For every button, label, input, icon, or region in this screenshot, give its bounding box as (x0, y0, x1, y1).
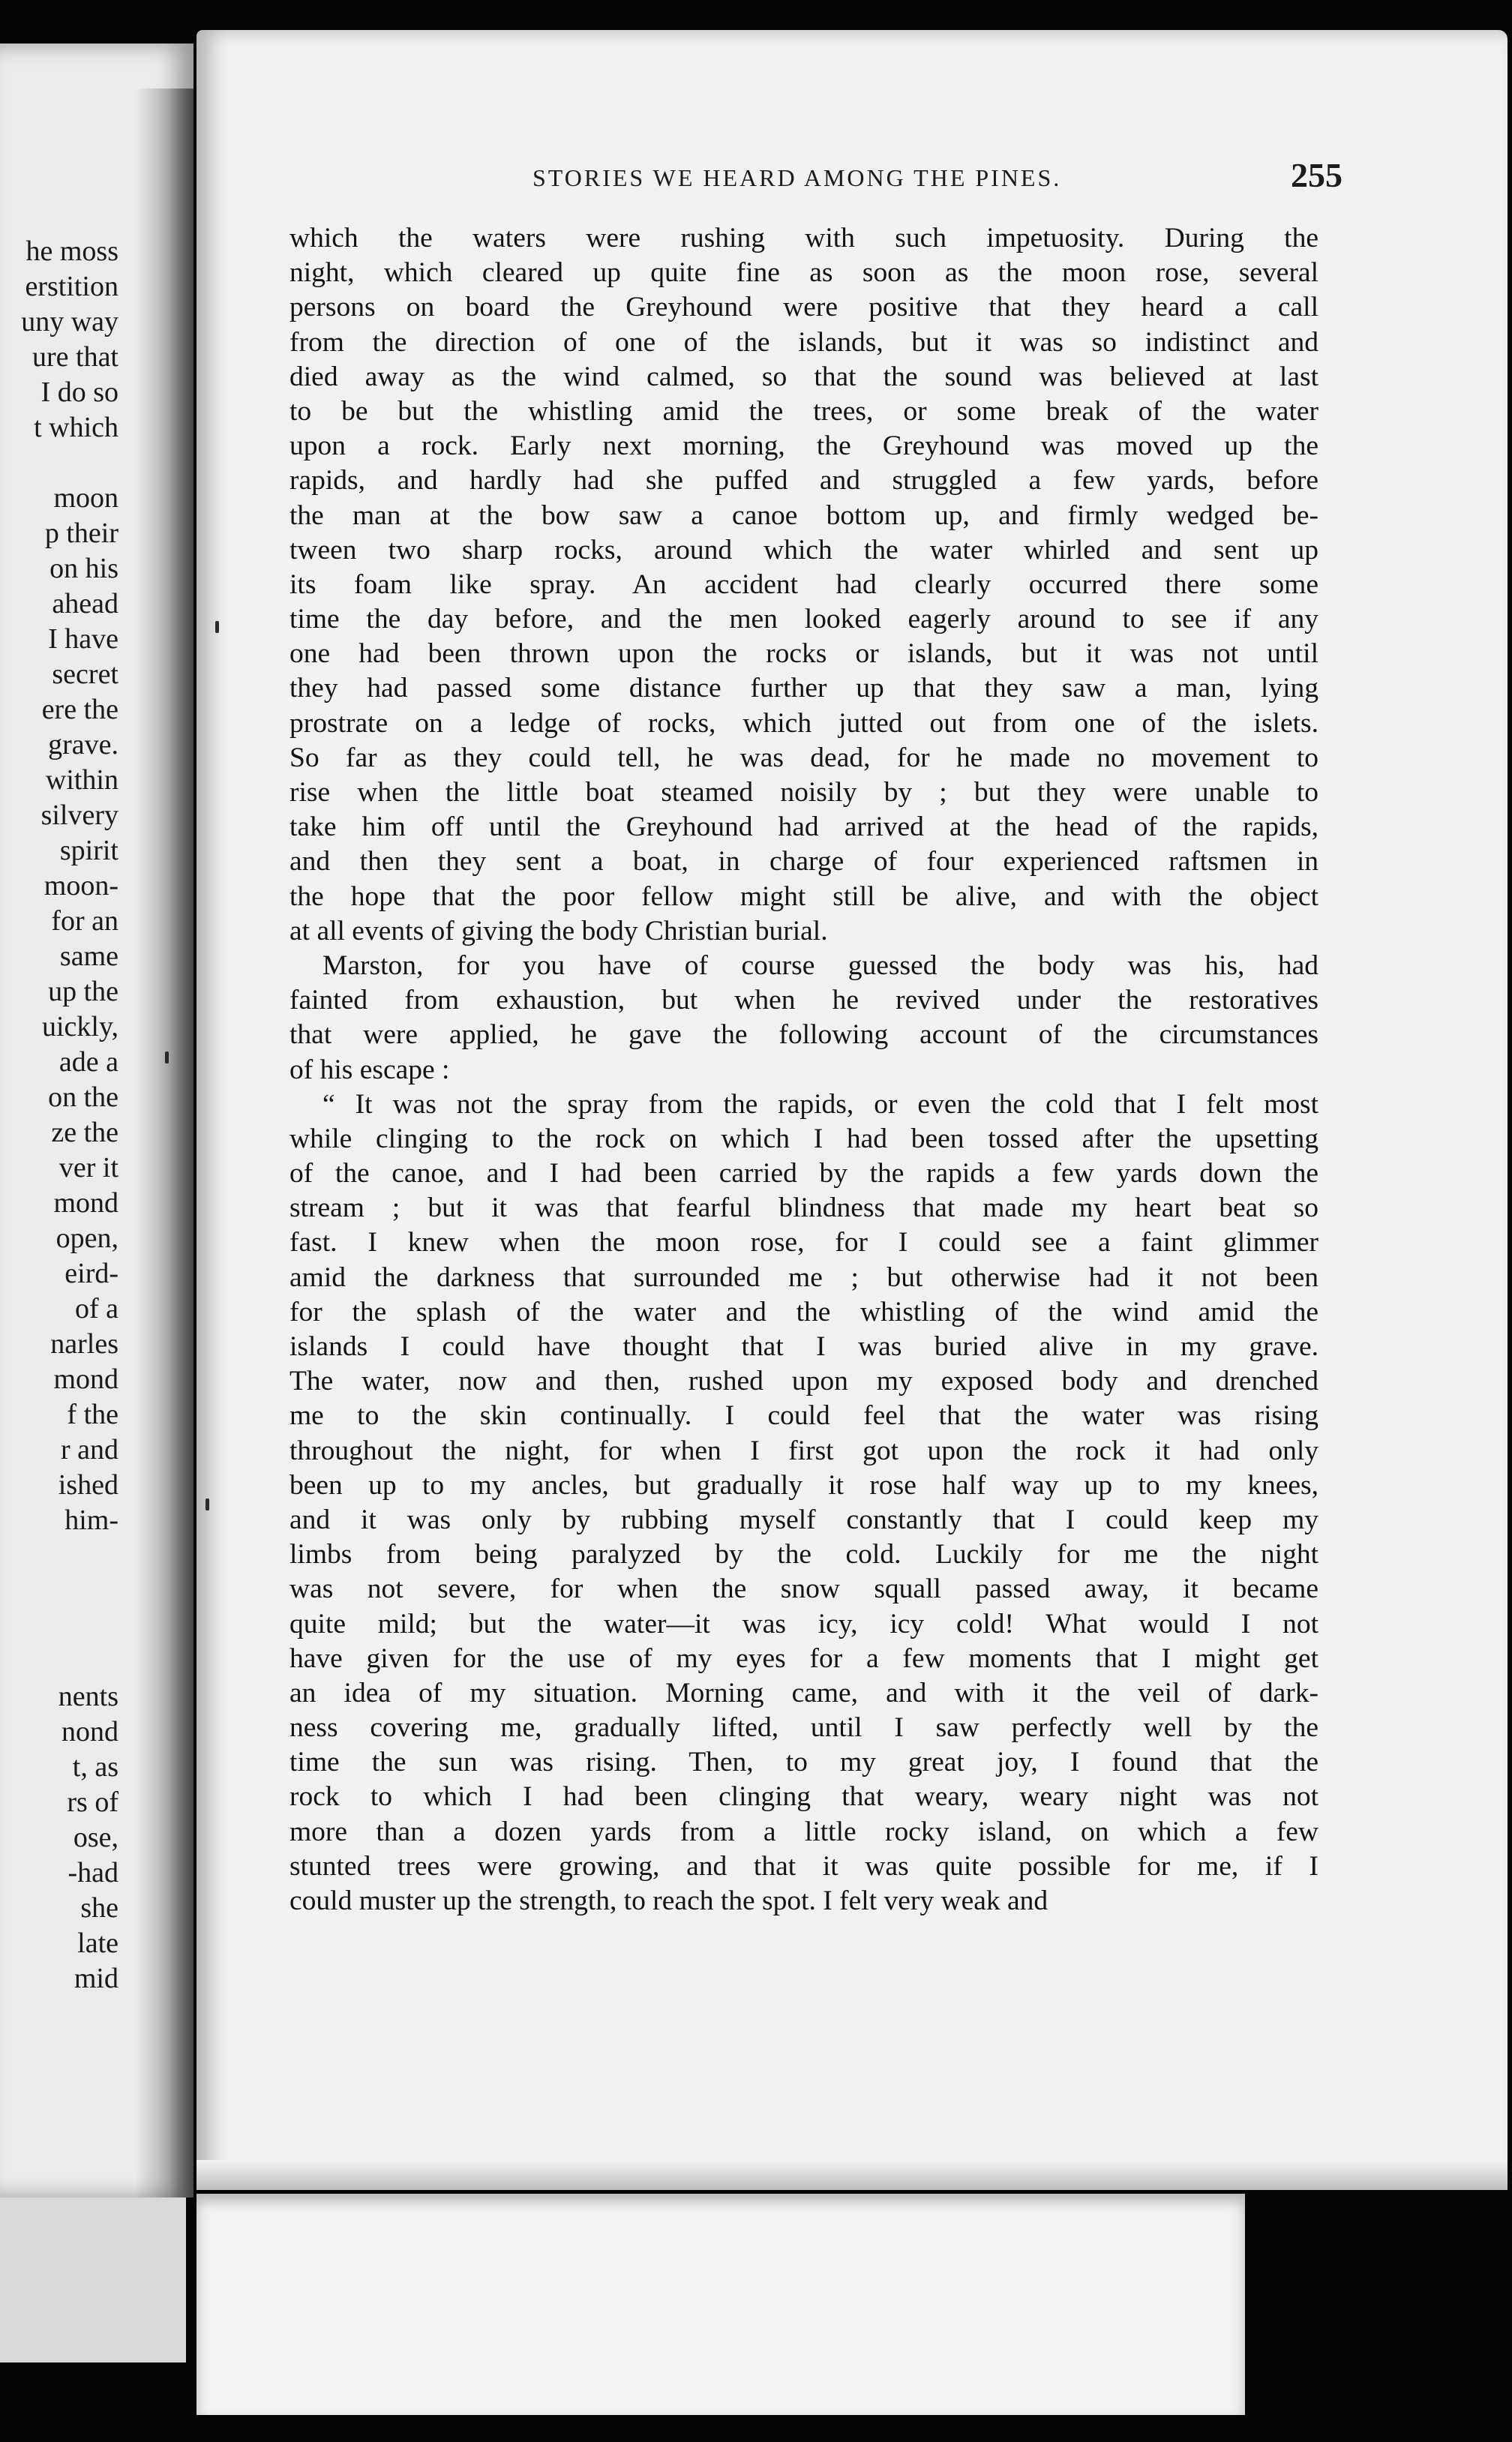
left-page-line: I have (48, 623, 118, 655)
left-page-line: eird- (64, 1258, 118, 1289)
left-page-line: mid (74, 1963, 118, 1994)
left-page-line: uny way (21, 306, 118, 338)
book-gutter-shadow (135, 88, 194, 2198)
left-page-line: uickly, (41, 1011, 118, 1042)
left-page-line: on the (48, 1082, 118, 1113)
text-line: fainted from exhaustion, but when he revived under the restoratives (290, 985, 1318, 1016)
left-page-line: ere the (41, 694, 118, 725)
text-line: The water, now and then, rushed upon my exposed body and drenched (290, 1366, 1318, 1397)
text-line: of the canoe, and I had been carried by the rapids a few yards down the (290, 1158, 1318, 1190)
text-line: for the splash of the water and the whistling of the wind amid the (290, 1296, 1318, 1328)
left-page-line: mond (53, 1364, 118, 1395)
text-line: fast. I knew when the moon rose, for I could see a faint glimmer (290, 1227, 1318, 1258)
left-page-line: rs of (67, 1786, 118, 1818)
bottom-paper-strip (196, 2194, 1245, 2415)
text-line: prostrate on a ledge of rocks, which jutted out from one of the islets. (290, 707, 1318, 739)
body-text (290, 221, 1318, 1918)
left-page-line: erstition (25, 271, 118, 302)
text-line: time the sun was rising. Then, to my great joy, I found that the (290, 1747, 1318, 1778)
left-page-line: -had (68, 1857, 118, 1888)
scan-bottom-edge (0, 2419, 1512, 2442)
left-page-line: silvery (40, 800, 118, 831)
left-page-line: mond (53, 1187, 118, 1219)
margin-mark (215, 621, 219, 633)
text-line: an idea of my situation. Morning came, and with it the veil of dark- (290, 1677, 1318, 1708)
page-bottom-shadow (196, 2160, 1508, 2190)
text-line: rapids, and hardly had she puffed and struggled a few yards, before (290, 465, 1318, 496)
text-line: limbs from being paralyzed by the cold. Luckily for me the night (290, 1539, 1318, 1570)
text-line: from the direction of one of the islands, but it was so indistinct and (290, 326, 1318, 358)
text-line: amid the darkness that surrounded me ; but otherwise had it not been (290, 1262, 1318, 1293)
text-line: islands I could have thought that I was buried alive in my grave. (290, 1331, 1318, 1362)
left-page-line: she (80, 1892, 118, 1924)
text-line: Marston, for you have of course guessed the body was his, had (322, 950, 1318, 981)
text-line: one had been thrown upon the rocks or islands, but it was not until (290, 638, 1318, 670)
text-line: was not severe, for when the snow squall passed away, it became (290, 1574, 1318, 1605)
text-line: to be but the whistling amid the trees, or some break of the water (290, 395, 1318, 427)
text-line: been up to my ancles, but gradually it rose half way up to my knees, (290, 1469, 1318, 1501)
left-page-line: ver it (58, 1152, 118, 1184)
page-header (532, 155, 1350, 200)
left-page-line: moon- (44, 870, 118, 902)
text-line: quite mild; but the water—it was icy, icy cold! What would I not (290, 1608, 1318, 1640)
text-line: which the waters were rushing with such impetuosity. During the (290, 223, 1318, 254)
left-page-line: ished (58, 1469, 118, 1501)
text-line: me to the skin continually. I could feel that the water was rising (290, 1400, 1318, 1432)
text-line: stream ; but it was that fearful blindness that made my heart beat so (290, 1192, 1318, 1224)
text-line: So far as they could tell, he was dead, for he made no movement to (290, 742, 1318, 773)
text-line: that were applied, he gave the following account of the circumstances (290, 1019, 1318, 1051)
text-line: they had passed some distance further up that they saw a man, lying (290, 673, 1318, 704)
left-page-line: on his (50, 553, 118, 584)
text-line: throughout the night, for when I first got upon the rock it had only (290, 1435, 1318, 1466)
margin-mark (206, 1498, 209, 1510)
left-page-line: secret (52, 658, 118, 690)
left-page-line: up the (48, 976, 118, 1007)
left-page-gap (0, 1609, 118, 1644)
left-page-gap (0, 1538, 118, 1574)
left-page-line: p their (44, 518, 118, 549)
running-head: STORIES WE HEARD AMONG THE PINES. (532, 164, 1062, 191)
left-page-gap (0, 1574, 118, 1609)
text-line: died away as the wind calmed, so that the sound was believed at last (290, 361, 1318, 392)
text-line: time the day before, and the men looked eagerly around to see if any (290, 604, 1318, 635)
left-page-line: narles (50, 1328, 118, 1360)
left-page-text (0, 234, 118, 1996)
text-line: ness covering me, gradually lifted, until I saw perfectly well by the (290, 1712, 1318, 1744)
margin-mark (165, 1052, 169, 1064)
left-page-gap (0, 446, 118, 481)
left-page-line: t, as (72, 1751, 118, 1783)
left-page-line: ose, (73, 1822, 118, 1853)
text-line: the man at the bow saw a canoe bottom up, and firmly wedged be- (290, 500, 1318, 531)
text-line: could muster up the strength, to reach the spot. I felt very weak and (290, 1886, 1048, 1916)
text-line: have given for the use of my eyes for a few moments that I might get (290, 1642, 1318, 1674)
left-page-line: for an (51, 905, 118, 937)
left-page-line: ahead (52, 588, 118, 620)
text-line: take him off until the Greyhound had arrived at the head of the rapids, (290, 812, 1318, 843)
text-line: stunted trees were growing, and that it was quite possible for me, if I (290, 1850, 1318, 1882)
left-page-line: open, (56, 1222, 118, 1254)
text-line: tween two sharp rocks, around which the water whirled and sent up (290, 534, 1318, 566)
left-page-line: moon (53, 482, 118, 514)
text-line: at all events of giving the body Christian burial. (290, 915, 828, 946)
left-page-line: t which (34, 412, 118, 443)
text-line: rise when the little boat steamed noisily by ; but they were unable to (290, 777, 1318, 808)
text-line: of his escape : (290, 1054, 450, 1085)
text-line: night, which cleared up quite fine as soon as the moon rose, several (290, 257, 1318, 289)
left-page-line: him- (64, 1504, 118, 1536)
left-page (0, 44, 194, 2198)
text-line: more than a dozen yards from a little rocky island, on which a few (290, 1816, 1318, 1847)
left-page-line: I do so (40, 376, 118, 408)
left-page-gap (0, 1644, 118, 1679)
text-line: while clinging to the rock on which I had been tossed after the upsetting (290, 1123, 1318, 1154)
text-line: and then they sent a boat, in charge of four experienced raftsmen in (290, 846, 1318, 878)
left-page-line: ze the (51, 1117, 118, 1148)
left-page-line: ure that (32, 341, 118, 373)
left-page-line: late (77, 1928, 118, 1959)
text-line: “ It was not the spray from the rapids, or even the cold that I felt most (322, 1088, 1318, 1120)
text-line: its foam like spray. An accident had clearly occurred there some (290, 568, 1318, 600)
text-line: rock to which I had been clinging that weary, weary night was not (290, 1781, 1318, 1813)
left-page-line: spirit (59, 835, 118, 866)
text-line: upon a rock. Early next morning, the Greyhound was moved up the (290, 430, 1318, 462)
left-page-line: ade a (58, 1046, 118, 1078)
left-page-line: f the (67, 1399, 118, 1430)
left-page-lower-edge (0, 2198, 186, 2362)
left-page-line: of a (74, 1293, 118, 1324)
page-number: 255 (1291, 156, 1342, 194)
left-page-line: grave. (48, 729, 118, 760)
left-page-line: r and (60, 1434, 118, 1466)
text-line: the hope that the poor fellow might still be alive, and with the object (290, 880, 1318, 912)
left-page-line: same (59, 940, 118, 972)
left-page-line: nents (58, 1681, 118, 1712)
left-page-line: nond (62, 1716, 118, 1748)
left-page-line: he moss (26, 236, 118, 267)
left-page-line: within (45, 764, 118, 796)
text-line: persons on board the Greyhound were positive that they heard a call (290, 292, 1318, 323)
text-line: and it was only by rubbing myself constantly that I could keep my (290, 1504, 1318, 1535)
